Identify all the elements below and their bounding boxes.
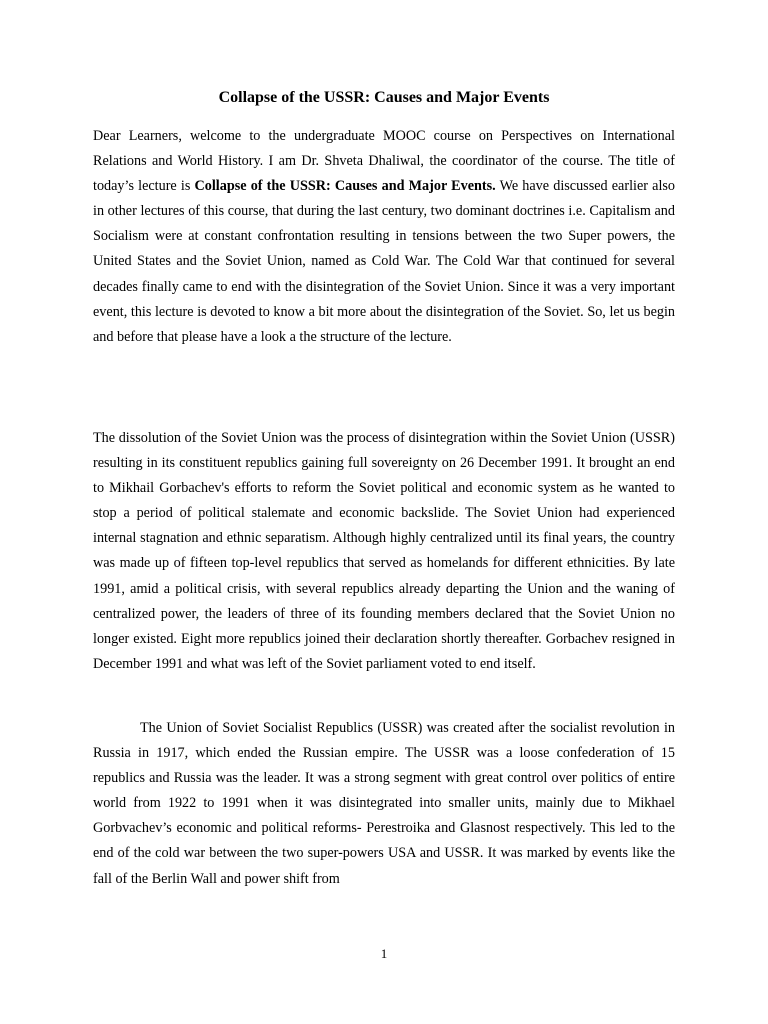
lecture-title-bold: Collapse of the USSR: Causes and Major Events. bbox=[194, 178, 496, 195]
paragraph-ussr-history: The Union of Soviet Socialist Republics (USSR) was created after the socialist revolution in Russia in 1917, which ended the Russian empire. The USSR was a loose confederation of 15 republics and Russia was the leader. It was a strong segment with great control over politics of entire world from 1922 to 1991 when it was disintegrated into smaller units, mainly due to Mikhael Gorbvachev’s economic and political reforms- Perestroika and Glasnost respectively. This led to the end of the cold war between the two super-powers USA and USSR. It was marked by events like the fall of the Berlin Wall and power shift from bbox=[93, 720, 675, 887]
page-number: 1 bbox=[380, 946, 388, 961]
paragraph-text: We have discussed earlier also in other lectures of this course, that during the last century, two dominant doctrines i.e. Capitalism and Socialism were at constant confrontation resulting in tensions between the two Super powers, the United States and the Soviet Union, named as Cold War. The Cold War that continued for several decades finally came to end with the disintegration of the Soviet Union. Since it was a very important event, this lecture is devoted to know a bit more about the disintegration of the Soviet. So, let us begin and before that please have a look a the structure of the lecture. bbox=[93, 178, 675, 345]
paragraph-dissolution: The dissolution of the Soviet Union was the process of disintegration within the Soviet Union (USSR) resulting in its constituent republics gaining full sovereignty on 26 December 1991. It brought an end to Mikhail Gorbachev's efforts to reform the Soviet political and economic system as he wanted to stop a period of political stalemate and economic backslide. The Soviet Union had experienced internal stagnation and ethnic separatism. Although highly centralized until its final years, the country was made up of fifteen top-level republics that served as homelands for different ethnicities. By late 1991, amid a political crisis, with several republics already departing the Union and the waning of centralized power, the leaders of three of its founding members declared that the Soviet Union no longer existed. Eight more republics joined their declaration shortly thereafter. Gorbachev resigned in December 1991 and what was left of the Soviet parliament voted to end itself. bbox=[93, 430, 675, 672]
document-title: Collapse of the USSR: Causes and Major Events bbox=[218, 89, 550, 106]
paragraph-text: Dear Learners, welcome to the undergraduate MOOC course on Perspectives on International Relations and World History. I am Dr. Shveta Dhaliwal, the coordinator of the course. The title of today’s lecture is bbox=[93, 128, 675, 195]
paragraph-introduction bbox=[93, 124, 675, 350]
